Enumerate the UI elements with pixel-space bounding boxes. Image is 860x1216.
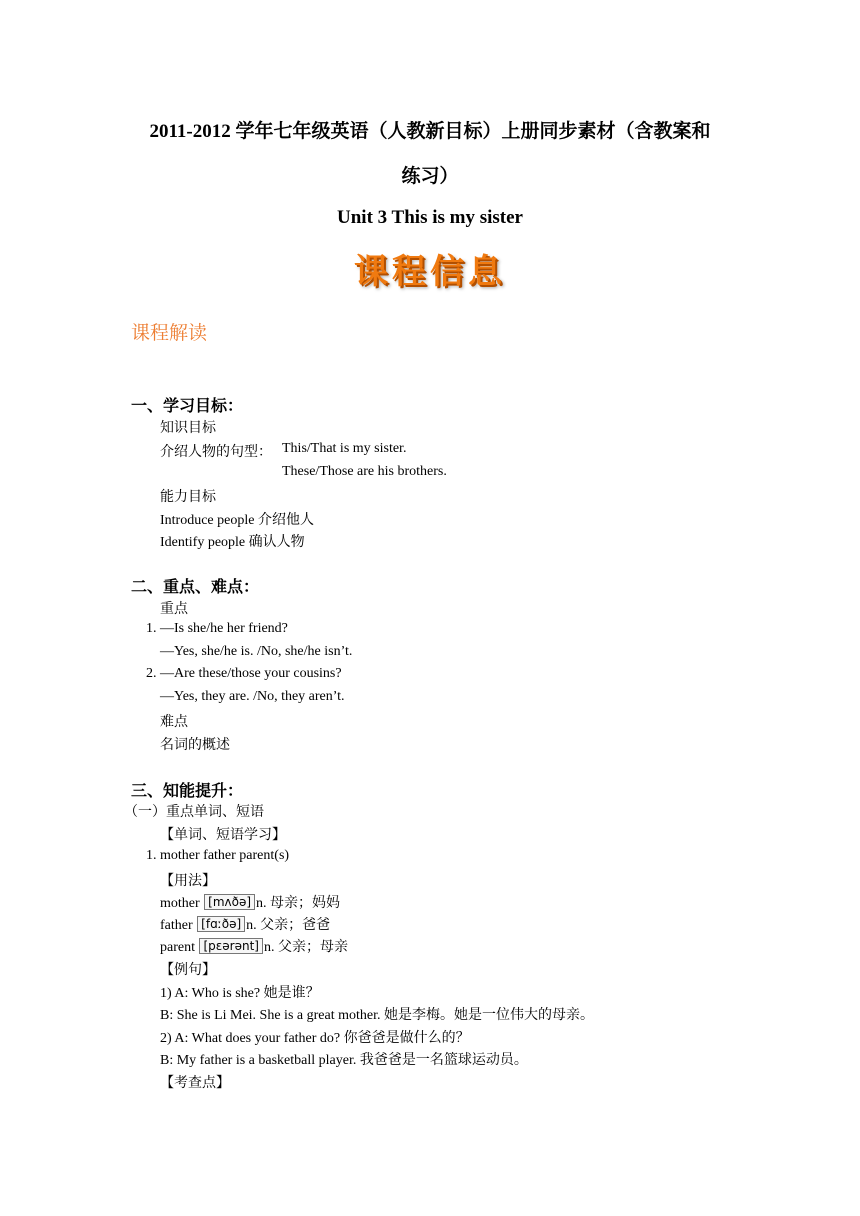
example-line-3: 2) A: What does your father do? 你爸爸是做什么的？ [160,1031,470,1046]
pattern-sentence-1: This/That is my sister. [282,441,407,456]
key-question-2: 2. —Are these/those your cousins? [146,666,342,681]
key-answer-1: —Yes, she/he is. /No, she/he isn’t. [160,644,353,659]
ability-goal-label: 能力目标 [160,490,216,505]
ability-item-1: Introduce people 介绍他人 [160,513,314,528]
section1-heading: 一、学习目标： [131,398,244,415]
vocab-definition: n. 父亲；母亲 [263,940,348,955]
phonetic-mother: [mʌðə] [204,894,255,910]
example-heading: 【例句】 [160,963,216,978]
section2-heading: 二、重点、难点： [131,579,260,596]
vocab-row-parent [160,936,348,956]
pattern-sentence-2: These/Those are his brothers. [282,464,447,479]
check-point-heading: 【考查点】 [160,1076,230,1091]
example-line-1: 1) A: Who is she? 她是谁？ [160,986,320,1001]
ability-item-2: Identify people 确认人物 [160,535,305,550]
section3-heading: 三、知能提升： [131,783,244,800]
example-line-2: B: She is Li Mei. She is a great mother. 她是李梅。她是一位伟大的母亲。 [160,1008,594,1023]
subsection-key-words: （一）重点单词、短语 [124,805,264,820]
doc-title-line1: 2011-2012 学年七年级英语（人教新目标）上册同步素材（含教案和 [149,121,711,142]
vocab-word: father [160,918,193,933]
vocab-row-mother [160,892,340,912]
unit-title: Unit 3 This is my sister [337,207,523,228]
course-info-logo: 课程信息 [354,252,506,292]
vocab-word: mother [160,896,200,911]
knowledge-goal-label: 知识目标 [160,421,216,436]
difficult-point-label: 难点 [160,715,188,730]
words-learning-heading: 【单词、短语学习】 [160,828,286,843]
vocab-definition: n. 母亲；妈妈 [256,896,341,911]
key-answer-2: —Yes, they are. /No, they aren’t. [160,689,345,704]
doc-title-line2: 练习） [401,166,459,187]
difficult-item-1: 名词的概述 [160,738,230,753]
vocab-definition: n. 父亲；爸爸 [246,918,331,933]
example-line-4: B: My father is a basketball player. 我爸爸是一名篮球运动员。 [160,1053,528,1068]
vocab-row-father [160,914,330,934]
phonetic-father: [fɑːðə] [197,916,245,932]
vocab-word: parent [160,940,195,955]
usage-heading: 【用法】 [160,874,216,889]
phonetic-parent: [pɛərənt] [199,938,262,954]
key-question-1: 1. —Is she/he her friend? [146,621,288,636]
key-point-label: 重点 [160,602,188,617]
section-course-reading: 课程解读 [131,322,208,344]
pattern-label: 介绍人物的句型： [160,445,272,460]
vocab-item-1: 1. mother father parent(s) [146,848,290,863]
